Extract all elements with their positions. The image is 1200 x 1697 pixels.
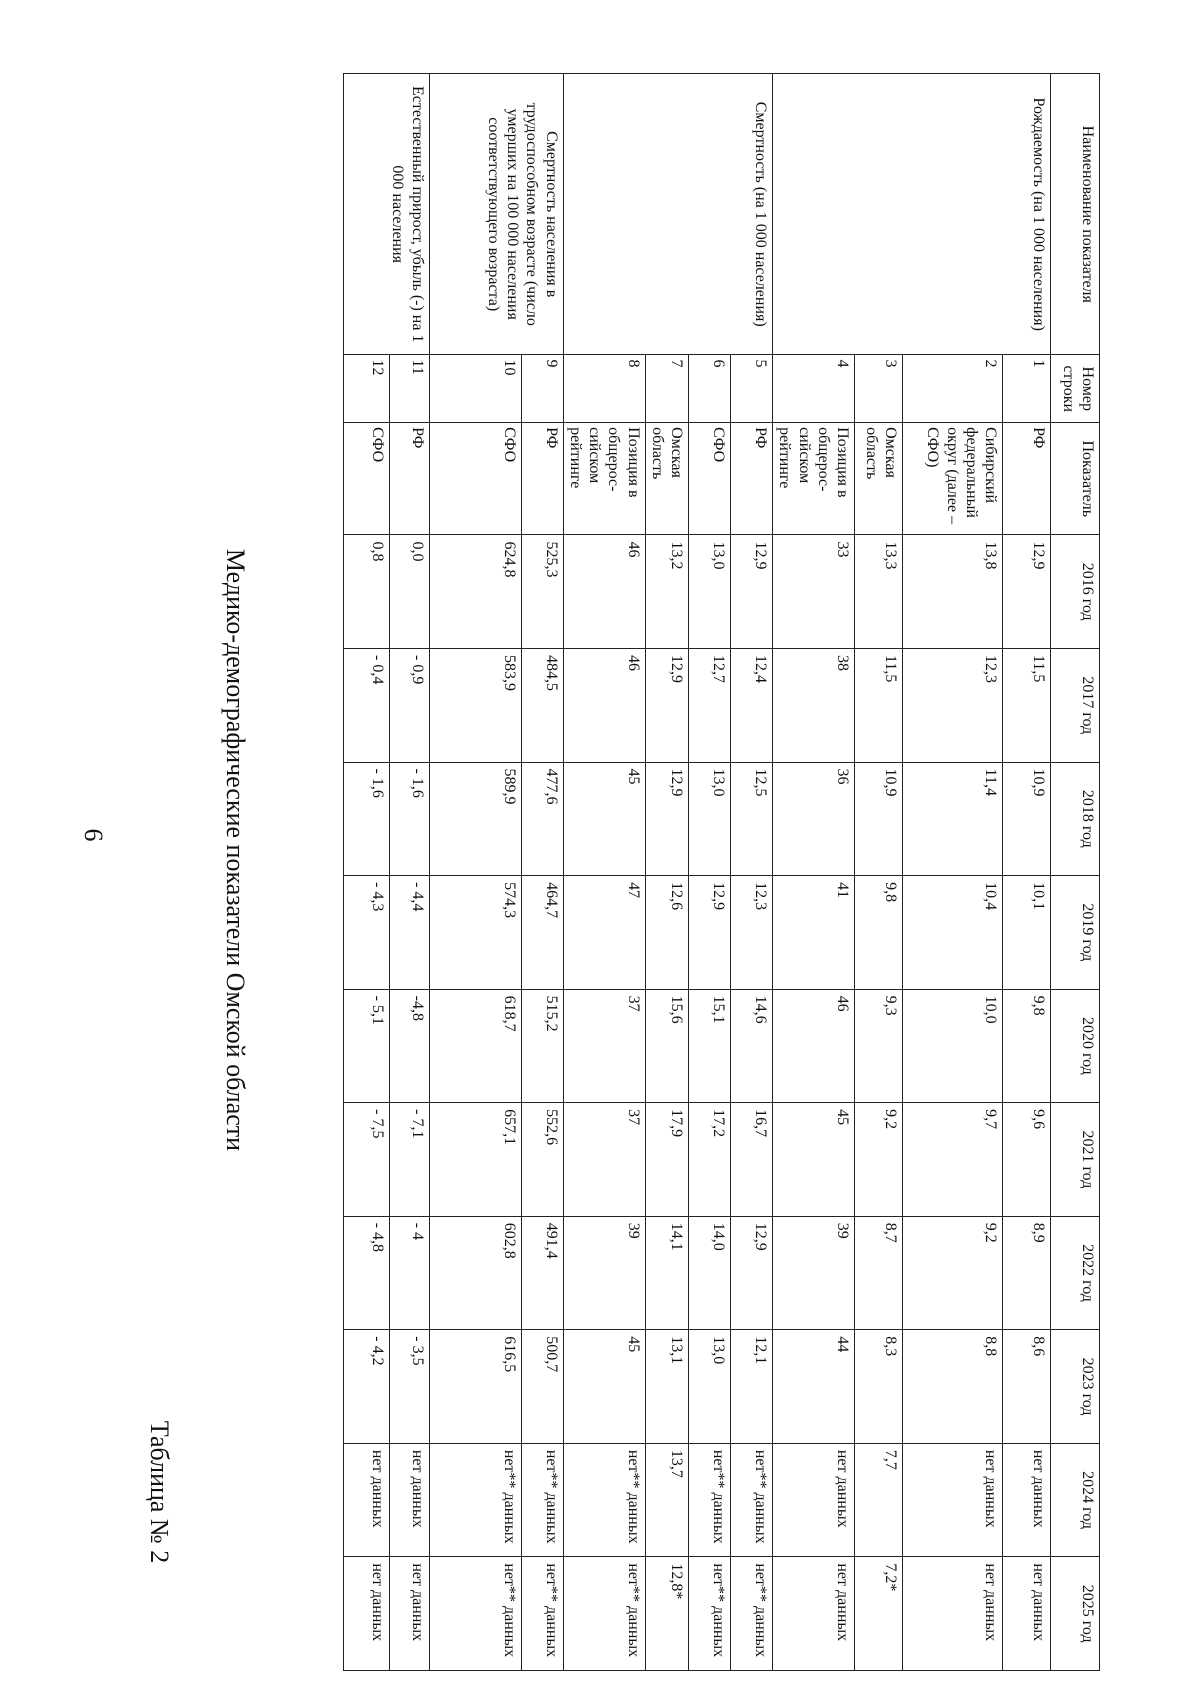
column-header: 2025 год <box>1051 1557 1100 1671</box>
table-row <box>731 74 773 1671</box>
indicator-label: РФ <box>1003 423 1051 535</box>
table-number: Таблица № 2 <box>145 1420 174 1564</box>
value-cell: - 3,5 <box>389 1330 429 1444</box>
table-header-row <box>1051 74 1100 1671</box>
value-cell: 7,7 <box>855 1443 903 1557</box>
indicator-label: Омская область <box>645 423 688 535</box>
value-cell: 13,0 <box>689 535 731 649</box>
indicator-label: Позиция в общерос-сийском рейтинге <box>773 423 855 535</box>
value-cell: 552,6 <box>521 1103 563 1217</box>
row-number: 12 <box>343 355 389 423</box>
page-number: 6 <box>79 828 108 842</box>
value-cell: нет** данных <box>521 1443 563 1557</box>
value-cell: 13,0 <box>689 762 731 876</box>
value-cell: нет данных <box>1003 1443 1051 1557</box>
value-cell: 14,1 <box>645 1216 688 1330</box>
value-cell: 618,7 <box>429 989 521 1103</box>
value-cell: нет** данных <box>731 1557 773 1671</box>
value-cell: 37 <box>563 989 645 1103</box>
value-cell: 14,0 <box>689 1216 731 1330</box>
value-cell: 9,6 <box>1003 1103 1051 1217</box>
value-cell: 46 <box>563 535 645 649</box>
value-cell: - 4 <box>389 1216 429 1330</box>
value-cell: 9,2 <box>855 1103 903 1217</box>
value-cell: - 4,3 <box>343 876 389 990</box>
value-cell: 464,7 <box>521 876 563 990</box>
value-cell: 14,6 <box>731 989 773 1103</box>
value-cell: 12,9 <box>645 648 688 762</box>
value-cell: 13,2 <box>645 535 688 649</box>
value-cell: нет** данных <box>731 1443 773 1557</box>
indicator-name: Смертность (на 1 000 населения) <box>563 74 772 355</box>
value-cell: 616,5 <box>429 1330 521 1444</box>
value-cell: нет** данных <box>563 1443 645 1557</box>
value-cell: 9,3 <box>855 989 903 1103</box>
indicator-label: РФ <box>731 423 773 535</box>
value-cell: - 4,2 <box>343 1330 389 1444</box>
indicator-label: РФ <box>521 423 563 535</box>
value-cell: 16,7 <box>731 1103 773 1217</box>
value-cell: 602,8 <box>429 1216 521 1330</box>
value-cell: нет** данных <box>429 1443 521 1557</box>
value-cell: нет** данных <box>521 1557 563 1671</box>
value-cell: 13,7 <box>645 1443 688 1557</box>
column-header: Наименование показателя <box>1051 74 1100 355</box>
value-cell: 8,6 <box>1003 1330 1051 1444</box>
column-header: 2019 год <box>1051 876 1100 990</box>
value-cell: 12,5 <box>731 762 773 876</box>
value-cell: 12,6 <box>645 876 688 990</box>
value-cell: 8,8 <box>903 1330 1003 1444</box>
column-header: 2020 год <box>1051 989 1100 1103</box>
value-cell: 17,2 <box>689 1103 731 1217</box>
value-cell: 46 <box>563 648 645 762</box>
value-cell: 36 <box>773 762 855 876</box>
value-cell: 9,2 <box>903 1216 1003 1330</box>
value-cell: 574,3 <box>429 876 521 990</box>
value-cell: - 4,4 <box>389 876 429 990</box>
value-cell: 0,0 <box>389 535 429 649</box>
indicator-name: Рождаемость (на 1 000 населения) <box>773 74 1051 355</box>
table-row <box>1003 74 1051 1671</box>
value-cell: 477,6 <box>521 762 563 876</box>
table-title: Медико-демографические показатели Омской области <box>221 548 250 1152</box>
value-cell: 7,2* <box>855 1557 903 1671</box>
value-cell: 15,1 <box>689 989 731 1103</box>
row-number: 5 <box>731 355 773 423</box>
value-cell: 12,9 <box>645 762 688 876</box>
value-cell: 589,9 <box>429 762 521 876</box>
value-cell: 12,9 <box>731 535 773 649</box>
value-cell: 12,9 <box>689 876 731 990</box>
indicator-label: Позиция в общерос-сийском рейтинге <box>563 423 645 535</box>
value-cell: 583,9 <box>429 648 521 762</box>
value-cell: 500,7 <box>521 1330 563 1444</box>
value-cell: 9,8 <box>1003 989 1051 1103</box>
value-cell: 11,5 <box>1003 648 1051 762</box>
value-cell: 11,5 <box>855 648 903 762</box>
value-cell: 45 <box>563 762 645 876</box>
indicator-label: СФО <box>429 423 521 535</box>
value-cell: 17,9 <box>645 1103 688 1217</box>
indicator-label: СФО <box>689 423 731 535</box>
value-cell: 39 <box>773 1216 855 1330</box>
value-cell: нет данных <box>903 1443 1003 1557</box>
value-cell: 11,4 <box>903 762 1003 876</box>
value-cell: - 7,5 <box>343 1103 389 1217</box>
column-header: 2016 год <box>1051 535 1100 649</box>
row-number: 2 <box>903 355 1003 423</box>
column-header: 2017 год <box>1051 648 1100 762</box>
value-cell: 12,9 <box>731 1216 773 1330</box>
value-cell: нет данных <box>773 1443 855 1557</box>
table-body <box>343 74 1050 1671</box>
value-cell: 10,9 <box>855 762 903 876</box>
value-cell: 13,0 <box>689 1330 731 1444</box>
value-cell: 12,9 <box>1003 535 1051 649</box>
value-cell: 13,8 <box>903 535 1003 649</box>
value-cell: 8,3 <box>855 1330 903 1444</box>
value-cell: - 1,6 <box>343 762 389 876</box>
row-number: 6 <box>689 355 731 423</box>
value-cell: 47 <box>563 876 645 990</box>
value-cell: 15,6 <box>645 989 688 1103</box>
column-header: 2021 год <box>1051 1103 1100 1217</box>
value-cell: 8,7 <box>855 1216 903 1330</box>
value-cell: 41 <box>773 876 855 990</box>
value-cell: 44 <box>773 1330 855 1444</box>
value-cell: 10,1 <box>1003 876 1051 990</box>
row-number: 10 <box>429 355 521 423</box>
indicator-name: Смертность населения в трудоспособном возрасте (число умерших на 100 000 населения соответствующего возраста) <box>429 74 563 355</box>
value-cell: нет** данных <box>689 1443 731 1557</box>
column-header: Номер строки <box>1051 355 1100 423</box>
row-number: 11 <box>389 355 429 423</box>
value-cell: 13,1 <box>645 1330 688 1444</box>
indicator-label: Омская область <box>855 423 903 535</box>
value-cell: 33 <box>773 535 855 649</box>
column-header: 2023 год <box>1051 1330 1100 1444</box>
value-cell: нет данных <box>343 1557 389 1671</box>
indicators-table <box>343 73 1100 1671</box>
row-number: 7 <box>645 355 688 423</box>
table-row <box>389 74 429 1671</box>
value-cell: 12,3 <box>731 876 773 990</box>
row-number: 8 <box>563 355 645 423</box>
indicator-label: Сибирский федеральный округ (далее – СФО) <box>903 423 1003 535</box>
value-cell: 491,4 <box>521 1216 563 1330</box>
value-cell: 515,2 <box>521 989 563 1103</box>
value-cell: нет данных <box>389 1443 429 1557</box>
value-cell: 8,9 <box>1003 1216 1051 1330</box>
value-cell: 12,8* <box>645 1557 688 1671</box>
value-cell: -4,8 <box>389 989 429 1103</box>
column-header: 2018 год <box>1051 762 1100 876</box>
value-cell: нет данных <box>343 1443 389 1557</box>
row-number: 4 <box>773 355 855 423</box>
value-cell: 9,7 <box>903 1103 1003 1217</box>
value-cell: 12,4 <box>731 648 773 762</box>
row-number: 3 <box>855 355 903 423</box>
value-cell: - 7,1 <box>389 1103 429 1217</box>
value-cell: 45 <box>563 1330 645 1444</box>
value-cell: нет** данных <box>689 1557 731 1671</box>
value-cell: 525,3 <box>521 535 563 649</box>
value-cell: нет данных <box>389 1557 429 1671</box>
value-cell: 45 <box>773 1103 855 1217</box>
column-header: Показатель <box>1051 423 1100 535</box>
value-cell: 0,8 <box>343 535 389 649</box>
value-cell: 10,0 <box>903 989 1003 1103</box>
value-cell: - 5,1 <box>343 989 389 1103</box>
value-cell: 37 <box>563 1103 645 1217</box>
table-row <box>521 74 563 1671</box>
value-cell: - 0,9 <box>389 648 429 762</box>
indicator-label: РФ <box>389 423 429 535</box>
value-cell: нет данных <box>773 1557 855 1671</box>
column-header: 2024 год <box>1051 1443 1100 1557</box>
value-cell: 46 <box>773 989 855 1103</box>
value-cell: нет** данных <box>429 1557 521 1671</box>
value-cell: нет данных <box>1003 1557 1051 1671</box>
value-cell: нет** данных <box>563 1557 645 1671</box>
indicator-name: Естественный прирост, убыль (-) на 1 000 населения <box>343 74 429 355</box>
value-cell: - 0,4 <box>343 648 389 762</box>
value-cell: 10,4 <box>903 876 1003 990</box>
value-cell: 12,1 <box>731 1330 773 1444</box>
column-header: 2022 год <box>1051 1216 1100 1330</box>
value-cell: 624,8 <box>429 535 521 649</box>
value-cell: нет данных <box>903 1557 1003 1671</box>
value-cell: 38 <box>773 648 855 762</box>
value-cell: 484,5 <box>521 648 563 762</box>
indicator-label: СФО <box>343 423 389 535</box>
value-cell: 10,9 <box>1003 762 1051 876</box>
value-cell: 9,8 <box>855 876 903 990</box>
value-cell: 13,3 <box>855 535 903 649</box>
value-cell: 657,1 <box>429 1103 521 1217</box>
row-number: 9 <box>521 355 563 423</box>
value-cell: 12,3 <box>903 648 1003 762</box>
row-number: 1 <box>1003 355 1051 423</box>
value-cell: 39 <box>563 1216 645 1330</box>
value-cell: 12,7 <box>689 648 731 762</box>
value-cell: - 4,8 <box>343 1216 389 1330</box>
value-cell: - 1,6 <box>389 762 429 876</box>
